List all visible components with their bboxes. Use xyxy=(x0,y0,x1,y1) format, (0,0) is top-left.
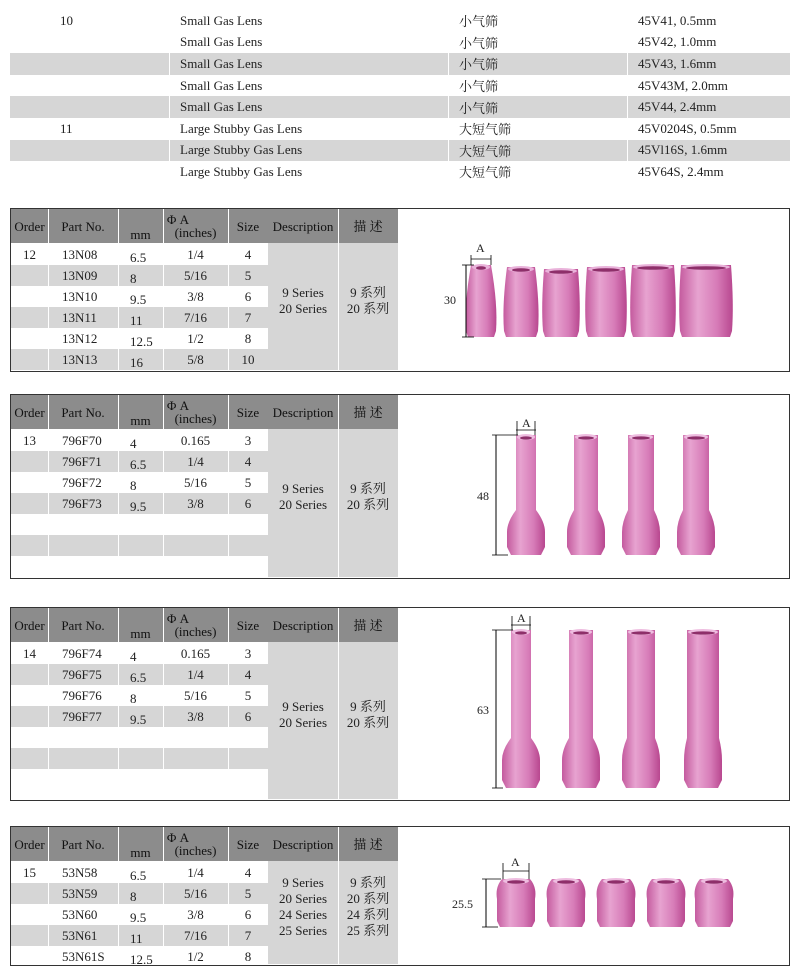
size-value: 4 xyxy=(244,667,252,682)
part-no-header: Part No. xyxy=(48,608,118,642)
inch-value: 5/16 xyxy=(183,688,208,703)
size-value: 5 xyxy=(244,886,252,901)
nozzle-section-15 xyxy=(10,826,790,966)
nozzle-bore xyxy=(573,631,589,634)
inch-value: 1/2 xyxy=(187,949,204,964)
inches-label: (inches) xyxy=(174,624,217,639)
dimension-a-label: A xyxy=(522,416,531,430)
inch-value xyxy=(163,514,228,535)
phi-units xyxy=(118,843,228,860)
table-row xyxy=(11,535,268,556)
column-divider xyxy=(118,209,119,370)
size-value: 4 xyxy=(244,247,252,262)
order-cell xyxy=(10,161,170,183)
inch-value: 1/4 xyxy=(187,454,204,469)
nozzle-bore xyxy=(657,880,675,884)
nozzle-drawing xyxy=(481,415,751,565)
inch-value: 3/8 xyxy=(187,709,204,724)
nozzle-section-14 xyxy=(10,607,790,801)
description-line: 9 系列 xyxy=(350,481,386,496)
column-divider xyxy=(163,827,164,964)
table-row xyxy=(11,748,268,769)
description-line: 20 Series xyxy=(278,300,328,316)
name-zh-cell: 小气筛 xyxy=(449,32,628,54)
table-row xyxy=(11,514,268,535)
description-line: 20 系列 xyxy=(346,890,390,906)
inch-value xyxy=(163,535,228,556)
part-no-value: 53N59 xyxy=(62,886,98,901)
mm-value: 6.5 xyxy=(130,250,147,265)
part-no-value: 13N10 xyxy=(62,289,98,304)
mm-value: 6.5 xyxy=(130,868,147,883)
mm-value: 8 xyxy=(130,889,137,904)
table-row xyxy=(10,53,790,75)
dimension-length-label: 25.5 xyxy=(452,897,473,911)
mm-value: 4 xyxy=(130,649,137,664)
nozzle-bore xyxy=(512,268,530,272)
table-row xyxy=(11,904,268,925)
name-zh-cell: 小气筛 xyxy=(449,96,628,118)
phi-a-header xyxy=(118,608,228,642)
table-row xyxy=(11,244,268,265)
description-line: 24 系列 xyxy=(346,906,390,922)
nozzle-body xyxy=(542,269,580,337)
size-value xyxy=(228,514,268,535)
code-cell: 45V41, 0.5mm xyxy=(628,10,791,32)
order-header: Order xyxy=(11,608,48,642)
nozzle-body xyxy=(677,435,715,555)
column-divider xyxy=(48,608,49,799)
code-cell: 45V43M, 2.0mm xyxy=(628,75,791,97)
column-divider xyxy=(118,827,119,964)
column-divider xyxy=(48,395,49,577)
description-zh-header: 描 述 xyxy=(338,209,398,243)
name-en-cell: Small Gas Lens xyxy=(170,32,449,54)
nozzle-section-13 xyxy=(10,394,790,579)
dimension-a-label: A xyxy=(511,855,520,869)
inch-value: 1/4 xyxy=(187,865,204,880)
nozzle-body xyxy=(695,879,734,927)
code-cell: 45V44, 2.4mm xyxy=(628,96,791,118)
description-en xyxy=(268,481,338,513)
mm-label: mm xyxy=(130,626,151,641)
phi-units xyxy=(118,411,228,428)
code-cell: 45V42, 1.0mm xyxy=(628,32,791,54)
order-header: Order xyxy=(11,827,48,861)
order-value: 12 xyxy=(23,247,36,262)
nozzle-body xyxy=(562,630,600,788)
phi-label: Φ A xyxy=(166,830,190,845)
part-no-value: 796F73 xyxy=(62,496,102,511)
nozzle-bore xyxy=(507,880,525,884)
description-header: Description xyxy=(268,395,338,429)
part-no-value: 53N61S xyxy=(62,949,105,964)
part-no-value: 13N13 xyxy=(62,352,98,367)
description-zh-header: 描 述 xyxy=(338,395,398,429)
dimension-length-label: 48 xyxy=(477,489,489,503)
part-no-value: 13N08 xyxy=(62,247,98,262)
size-value: 10 xyxy=(241,352,255,367)
mm-label: mm xyxy=(130,845,151,860)
size-value: 6 xyxy=(244,496,252,511)
column-divider xyxy=(118,608,119,799)
code-cell: 45V64S, 2.4mm xyxy=(628,161,791,183)
name-zh-cell: 小气筛 xyxy=(449,10,628,32)
size-value: 8 xyxy=(244,949,252,964)
phi-units xyxy=(118,225,228,242)
table-row xyxy=(11,307,268,328)
order-cell xyxy=(10,75,170,97)
order-cell xyxy=(10,53,170,75)
mm-value: 11 xyxy=(130,931,143,946)
column-divider xyxy=(48,209,49,370)
order-value: 13 xyxy=(23,433,36,448)
mm-value: 6.5 xyxy=(130,670,147,685)
mm-label: mm xyxy=(130,227,151,242)
size-value xyxy=(228,727,268,748)
mm-value: 16 xyxy=(130,355,143,370)
description-line: 20 Series xyxy=(278,890,328,906)
size-value: 6 xyxy=(244,289,252,304)
description-zh xyxy=(338,481,398,513)
name-en-cell: Small Gas Lens xyxy=(170,53,449,75)
phi-a-header xyxy=(118,209,228,243)
inch-value xyxy=(163,748,228,769)
nozzle-body xyxy=(684,630,722,788)
order-cell: 10 xyxy=(60,12,73,28)
part-no-value: 13N12 xyxy=(62,331,98,346)
table-row xyxy=(10,10,790,32)
table-row xyxy=(11,643,268,664)
table-row xyxy=(10,96,790,118)
mm-value: 9.5 xyxy=(130,499,147,514)
inch-value: 5/16 xyxy=(183,268,208,283)
mm-value: 8 xyxy=(130,691,137,706)
column-divider xyxy=(163,395,164,577)
phi-label: Φ A xyxy=(166,398,190,413)
nozzle-body xyxy=(503,267,538,337)
part-no-header: Part No. xyxy=(48,827,118,861)
nozzle-bore xyxy=(592,268,620,272)
mm-value: 9.5 xyxy=(130,292,147,307)
part-no-value: 13N09 xyxy=(62,268,98,283)
size-value: 5 xyxy=(244,475,252,490)
nozzle-drawing xyxy=(481,610,751,792)
nozzle-body xyxy=(502,630,540,788)
nozzle-bore xyxy=(607,880,625,884)
size-value: 7 xyxy=(244,928,252,943)
nozzle-body xyxy=(597,879,636,927)
inch-value: 5/8 xyxy=(187,352,204,367)
part-no-value: 796F74 xyxy=(62,646,102,661)
description-line: 24 Series xyxy=(278,906,328,922)
table-row xyxy=(11,862,268,883)
inch-value: 7/16 xyxy=(183,310,208,325)
description-en xyxy=(268,875,338,939)
order-cell xyxy=(10,96,170,118)
table-row xyxy=(11,727,268,748)
part-no-header: Part No. xyxy=(48,395,118,429)
mm-value: 11 xyxy=(130,313,143,328)
size-value: 6 xyxy=(244,709,252,724)
inch-value: 0.165 xyxy=(180,433,211,448)
order-value: 15 xyxy=(23,865,36,880)
description-zh xyxy=(338,285,398,317)
nozzle-bore xyxy=(705,880,723,884)
mm-value: 8 xyxy=(130,271,137,286)
nozzle-body xyxy=(567,435,605,555)
gas-lens-table xyxy=(10,10,790,183)
nozzle-bore xyxy=(631,631,651,634)
mm-value: 12.5 xyxy=(130,334,153,349)
table-row xyxy=(10,161,790,183)
description-line: 9 Series xyxy=(282,874,324,890)
inch-value: 1/4 xyxy=(187,667,204,682)
table-row xyxy=(10,140,790,162)
nozzle-bore xyxy=(687,436,705,439)
name-zh-cell: 小气筛 xyxy=(449,75,628,97)
description-en xyxy=(268,699,338,731)
inches-label: (inches) xyxy=(174,843,217,858)
phi-label: Φ A xyxy=(166,212,190,227)
nozzle-body xyxy=(547,879,586,927)
size-value: 7 xyxy=(244,310,252,325)
column-divider xyxy=(118,395,119,577)
nozzle-bore xyxy=(476,266,486,270)
nozzle-bore xyxy=(549,270,573,274)
table-row xyxy=(11,328,268,349)
nozzle-bore xyxy=(691,631,715,634)
size-value: 5 xyxy=(244,688,252,703)
table-row xyxy=(10,75,790,97)
table-row xyxy=(11,265,268,286)
table-row xyxy=(11,925,268,946)
table-row xyxy=(11,946,268,966)
table-row xyxy=(11,685,268,706)
name-zh-cell: 大短气筛 xyxy=(449,161,628,183)
mm-value: 6.5 xyxy=(130,457,147,472)
nozzle-section-12 xyxy=(10,208,790,372)
description-line: 9 系列 xyxy=(350,284,386,300)
inch-value: 7/16 xyxy=(183,928,208,943)
name-en-cell: Large Stubby Gas Lens xyxy=(170,161,449,183)
part-no-value: 796F75 xyxy=(62,667,102,682)
description-line: 20 系列 xyxy=(346,300,390,316)
name-en-cell: Small Gas Lens xyxy=(170,96,449,118)
table-row xyxy=(10,118,790,140)
column-divider xyxy=(228,827,229,964)
column-divider xyxy=(48,827,49,964)
order-cell xyxy=(10,32,170,54)
part-no-value: 796F77 xyxy=(62,709,102,724)
description-line: 9 Series xyxy=(282,284,324,300)
order-cell: 11 xyxy=(60,120,73,136)
size-value: 3 xyxy=(244,646,252,661)
nozzle-body xyxy=(630,265,676,337)
mm-label: mm xyxy=(130,413,151,428)
order-header: Order xyxy=(11,395,48,429)
nozzle-bore xyxy=(578,436,594,439)
order-cell xyxy=(10,140,170,162)
nozzle-drawing xyxy=(436,229,776,354)
size-value xyxy=(228,748,268,769)
dimension-length-label: 63 xyxy=(477,703,489,717)
part-no-value: 796F72 xyxy=(62,475,102,490)
size-header: Size xyxy=(228,608,268,642)
inch-value: 5/16 xyxy=(183,475,208,490)
table-row xyxy=(11,883,268,904)
nozzle-bore xyxy=(515,631,527,634)
nozzle-body xyxy=(466,265,497,337)
nozzle-body xyxy=(622,435,660,555)
description-line: 20 系列 xyxy=(346,714,390,730)
name-zh-cell: 大短气筛 xyxy=(449,140,628,162)
order-value: 14 xyxy=(23,646,36,661)
nozzle-body xyxy=(679,265,733,337)
code-cell: 45V43, 1.6mm xyxy=(628,53,791,75)
part-no-value: 53N61 xyxy=(62,928,98,943)
inch-value xyxy=(163,727,228,748)
inch-value: 5/16 xyxy=(183,886,208,901)
mm-value: 8 xyxy=(130,478,137,493)
part-no-value: 13N11 xyxy=(62,310,97,325)
part-no-value: 53N60 xyxy=(62,907,98,922)
name-en-cell: Large Stubby Gas Lens xyxy=(170,118,449,140)
inch-value: 1/2 xyxy=(187,331,204,346)
size-header: Size xyxy=(228,827,268,861)
description-line: 20 Series xyxy=(278,714,328,730)
size-value: 8 xyxy=(244,331,252,346)
nozzle-body xyxy=(497,879,536,927)
column-divider xyxy=(228,608,229,799)
nozzle-body xyxy=(507,435,545,555)
name-en-cell: Small Gas Lens xyxy=(170,75,449,97)
dimension-length-label: 30 xyxy=(444,293,456,307)
table-row xyxy=(11,706,268,727)
dimension-a-label: A xyxy=(476,241,485,255)
name-zh-cell: 小气筛 xyxy=(449,53,628,75)
part-no-value: 796F76 xyxy=(62,688,102,703)
table-row xyxy=(11,286,268,307)
dimension-a-label: A xyxy=(517,611,526,625)
name-en-cell: Large Stubby Gas Lens xyxy=(170,140,449,162)
phi-a-header xyxy=(118,827,228,861)
size-header: Size xyxy=(228,395,268,429)
description-header: Description xyxy=(268,827,338,861)
nozzle-bore xyxy=(637,266,669,270)
size-value xyxy=(228,535,268,556)
name-en-cell: Small Gas Lens xyxy=(170,10,449,32)
part-no-value: 796F71 xyxy=(62,454,102,469)
phi-units xyxy=(118,624,228,641)
nozzle-drawing xyxy=(456,849,746,939)
description-zh-header: 描 述 xyxy=(338,608,398,642)
nozzle-bore xyxy=(557,880,575,884)
part-no-value: 796F70 xyxy=(62,433,102,448)
description-zh xyxy=(338,699,398,731)
description-line: 9 系列 xyxy=(350,874,386,890)
table-row xyxy=(11,349,268,370)
nozzle-bore xyxy=(632,436,650,439)
inches-label: (inches) xyxy=(174,225,217,240)
mm-value: 4 xyxy=(130,436,137,451)
mm-value: 12.5 xyxy=(130,952,153,966)
size-value: 5 xyxy=(244,268,252,283)
inches-label: (inches) xyxy=(174,411,217,426)
size-value: 4 xyxy=(244,865,252,880)
column-divider xyxy=(163,608,164,799)
description-line: 20 系列 xyxy=(346,497,390,512)
column-divider xyxy=(163,209,164,370)
inch-value: 3/8 xyxy=(187,496,204,511)
description-en xyxy=(268,285,338,317)
phi-a-header xyxy=(118,395,228,429)
inch-value: 3/8 xyxy=(187,289,204,304)
mm-value: 9.5 xyxy=(130,910,147,925)
description-line: 20 Series xyxy=(278,497,328,512)
size-value: 6 xyxy=(244,907,252,922)
description-header: Description xyxy=(268,608,338,642)
column-divider xyxy=(228,209,229,370)
order-header: Order xyxy=(11,209,48,243)
code-cell: 45Vl16S, 1.6mm xyxy=(628,140,791,162)
table-row xyxy=(11,664,268,685)
code-cell: 45V0204S, 0.5mm xyxy=(628,118,791,140)
inch-value: 1/4 xyxy=(187,247,204,262)
table-row xyxy=(11,451,268,472)
nozzle-body xyxy=(585,267,627,337)
description-header: Description xyxy=(268,209,338,243)
part-no-value: 53N58 xyxy=(62,865,98,880)
description-zh xyxy=(338,875,398,939)
inch-value: 0.165 xyxy=(180,646,211,661)
description-line: 9 Series xyxy=(282,698,324,714)
description-line: 25 Series xyxy=(278,922,328,938)
description-line: 25 系列 xyxy=(346,922,390,938)
nozzle-bore xyxy=(520,436,532,439)
size-value: 3 xyxy=(244,433,252,448)
table-row xyxy=(10,32,790,54)
table-row xyxy=(11,472,268,493)
size-header: Size xyxy=(228,209,268,243)
size-value: 4 xyxy=(244,454,252,469)
mm-value: 9.5 xyxy=(130,712,147,727)
description-line: 9 Series xyxy=(282,481,324,496)
inch-value: 3/8 xyxy=(187,907,204,922)
name-zh-cell: 大短气筛 xyxy=(449,118,628,140)
column-divider xyxy=(228,395,229,577)
description-zh-header: 描 述 xyxy=(338,827,398,861)
table-row xyxy=(11,430,268,451)
table-row xyxy=(11,493,268,514)
phi-label: Φ A xyxy=(166,611,190,626)
description-line: 9 系列 xyxy=(350,698,386,714)
nozzle-bore xyxy=(686,266,726,270)
nozzle-body xyxy=(647,879,686,927)
nozzle-body xyxy=(622,630,660,788)
part-no-header: Part No. xyxy=(48,209,118,243)
